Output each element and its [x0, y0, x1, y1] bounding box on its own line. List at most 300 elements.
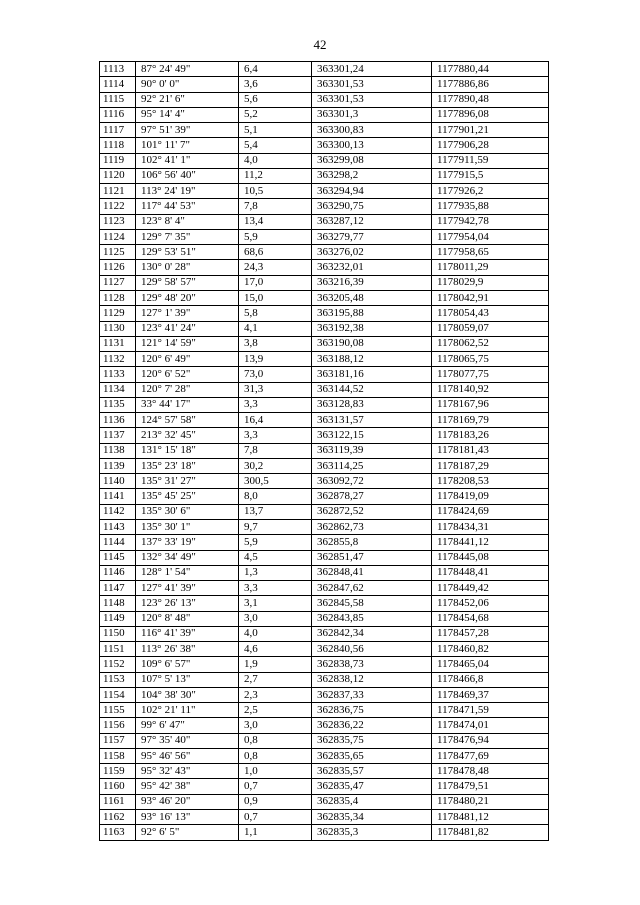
- angle-cell: 109° 6' 57": [136, 657, 239, 672]
- angle-cell: 113° 24' 19": [136, 184, 239, 199]
- distance-cell: 31,3: [239, 382, 312, 397]
- y-coordinate-cell: 1178448,41: [432, 565, 549, 580]
- angle-cell: 101° 11' 7": [136, 138, 239, 153]
- x-coordinate-cell: 362836,22: [312, 718, 432, 733]
- table-row: [100, 748, 549, 763]
- point-number-cell: 1115: [100, 92, 136, 107]
- y-coordinate-cell: 1177935,88: [432, 199, 549, 214]
- distance-cell: 4,5: [239, 550, 312, 565]
- y-coordinate-cell: 1178445,08: [432, 550, 549, 565]
- distance-cell: 0,8: [239, 748, 312, 763]
- x-coordinate-cell: 362840,56: [312, 642, 432, 657]
- x-coordinate-cell: 363131,57: [312, 413, 432, 428]
- x-coordinate-cell: 363192,38: [312, 321, 432, 336]
- x-coordinate-cell: 363301,53: [312, 92, 432, 107]
- point-number-cell: 1154: [100, 687, 136, 702]
- y-coordinate-cell: 1178480,21: [432, 794, 549, 809]
- point-number-cell: 1160: [100, 779, 136, 794]
- angle-cell: 123° 8' 4": [136, 214, 239, 229]
- x-coordinate-cell: 362878,27: [312, 489, 432, 504]
- point-number-cell: 1131: [100, 336, 136, 351]
- point-number-cell: 1118: [100, 138, 136, 153]
- distance-cell: 16,4: [239, 413, 312, 428]
- point-number-cell: 1123: [100, 214, 136, 229]
- table-row: [100, 565, 549, 580]
- point-number-cell: 1139: [100, 458, 136, 473]
- y-coordinate-cell: 1178054,43: [432, 306, 549, 321]
- y-coordinate-cell: 1178476,94: [432, 733, 549, 748]
- x-coordinate-cell: 362835,75: [312, 733, 432, 748]
- distance-cell: 4,6: [239, 642, 312, 657]
- table-row: [100, 810, 549, 825]
- point-number-cell: 1120: [100, 168, 136, 183]
- table-row: [100, 367, 549, 382]
- x-coordinate-cell: 363279,77: [312, 229, 432, 244]
- point-number-cell: 1116: [100, 107, 136, 122]
- table-row: [100, 168, 549, 183]
- point-number-cell: 1133: [100, 367, 136, 382]
- point-number-cell: 1119: [100, 153, 136, 168]
- point-number-cell: 1142: [100, 504, 136, 519]
- table-row: [100, 581, 549, 596]
- point-number-cell: 1126: [100, 260, 136, 275]
- y-coordinate-cell: 1178065,75: [432, 352, 549, 367]
- y-coordinate-cell: 1177886,86: [432, 77, 549, 92]
- table-row: [100, 779, 549, 794]
- y-coordinate-cell: 1178167,96: [432, 397, 549, 412]
- angle-cell: 120° 8' 48": [136, 611, 239, 626]
- distance-cell: 3,0: [239, 611, 312, 626]
- distance-cell: 5,2: [239, 107, 312, 122]
- table-row: [100, 458, 549, 473]
- x-coordinate-cell: 363119,39: [312, 443, 432, 458]
- table-row: [100, 718, 549, 733]
- x-coordinate-cell: 363092,72: [312, 474, 432, 489]
- table-row: [100, 657, 549, 672]
- angle-cell: 120° 6' 49": [136, 352, 239, 367]
- y-coordinate-cell: 1177890,48: [432, 92, 549, 107]
- angle-cell: 102° 41' 1": [136, 153, 239, 168]
- x-coordinate-cell: 362845,58: [312, 596, 432, 611]
- angle-cell: 95° 42' 38": [136, 779, 239, 794]
- distance-cell: 4,1: [239, 321, 312, 336]
- point-number-cell: 1159: [100, 764, 136, 779]
- table-row: [100, 321, 549, 336]
- y-coordinate-cell: 1178441,12: [432, 535, 549, 550]
- angle-cell: 121° 14' 59": [136, 336, 239, 351]
- point-number-cell: 1155: [100, 703, 136, 718]
- distance-cell: 68,6: [239, 245, 312, 260]
- angle-cell: 128° 1' 54": [136, 565, 239, 580]
- table-row: [100, 794, 549, 809]
- table-row: [100, 92, 549, 107]
- distance-cell: 11,2: [239, 168, 312, 183]
- angle-cell: 90° 0' 0": [136, 77, 239, 92]
- x-coordinate-cell: 363190,08: [312, 336, 432, 351]
- distance-cell: 2,3: [239, 687, 312, 702]
- table-row: [100, 596, 549, 611]
- y-coordinate-cell: 1177954,04: [432, 229, 549, 244]
- table-row: [100, 138, 549, 153]
- point-number-cell: 1121: [100, 184, 136, 199]
- table-row: [100, 260, 549, 275]
- y-coordinate-cell: 1177906,28: [432, 138, 549, 153]
- coordinates-table: [99, 61, 549, 841]
- x-coordinate-cell: 363144,52: [312, 382, 432, 397]
- y-coordinate-cell: 1178029,9: [432, 275, 549, 290]
- x-coordinate-cell: 362872,52: [312, 504, 432, 519]
- distance-cell: 2,5: [239, 703, 312, 718]
- angle-cell: 123° 41' 24": [136, 321, 239, 336]
- page-number: 42: [313, 37, 327, 52]
- x-coordinate-cell: 363195,88: [312, 306, 432, 321]
- angle-cell: 135° 30' 1": [136, 519, 239, 534]
- distance-cell: 5,1: [239, 123, 312, 138]
- angle-cell: 87° 24' 49": [136, 62, 239, 77]
- angle-cell: 106° 56' 40": [136, 168, 239, 183]
- x-coordinate-cell: 362843,85: [312, 611, 432, 626]
- x-coordinate-cell: 363300,83: [312, 123, 432, 138]
- x-coordinate-cell: 362836,75: [312, 703, 432, 718]
- point-number-cell: 1125: [100, 245, 136, 260]
- table-row: [100, 550, 549, 565]
- point-number-cell: 1158: [100, 748, 136, 763]
- table-row: [100, 504, 549, 519]
- distance-cell: 24,3: [239, 260, 312, 275]
- y-coordinate-cell: 1178465,04: [432, 657, 549, 672]
- distance-cell: 13,4: [239, 214, 312, 229]
- angle-cell: 129° 7' 35": [136, 229, 239, 244]
- y-coordinate-cell: 1178460,82: [432, 642, 549, 657]
- table-row: [100, 428, 549, 443]
- table-row: [100, 489, 549, 504]
- point-number-cell: 1138: [100, 443, 136, 458]
- point-number-cell: 1135: [100, 397, 136, 412]
- angle-cell: 107° 5' 13": [136, 672, 239, 687]
- x-coordinate-cell: 363294,94: [312, 184, 432, 199]
- y-coordinate-cell: 1178477,69: [432, 748, 549, 763]
- point-number-cell: 1134: [100, 382, 136, 397]
- distance-cell: 1,0: [239, 764, 312, 779]
- y-coordinate-cell: 1177896,08: [432, 107, 549, 122]
- y-coordinate-cell: 1178424,69: [432, 504, 549, 519]
- point-number-cell: 1113: [100, 62, 136, 77]
- table-row: [100, 153, 549, 168]
- point-number-cell: 1130: [100, 321, 136, 336]
- x-coordinate-cell: 363276,02: [312, 245, 432, 260]
- table-row: [100, 382, 549, 397]
- angle-cell: 102° 21' 11": [136, 703, 239, 718]
- point-number-cell: 1157: [100, 733, 136, 748]
- x-coordinate-cell: 362848,41: [312, 565, 432, 580]
- angle-cell: 99° 6' 47": [136, 718, 239, 733]
- angle-cell: 135° 45' 25": [136, 489, 239, 504]
- point-number-cell: 1144: [100, 535, 136, 550]
- x-coordinate-cell: 363299,08: [312, 153, 432, 168]
- point-number-cell: 1141: [100, 489, 136, 504]
- distance-cell: 9,7: [239, 519, 312, 534]
- y-coordinate-cell: 1177942,78: [432, 214, 549, 229]
- table-row: [100, 626, 549, 641]
- distance-cell: 2,7: [239, 672, 312, 687]
- angle-cell: 33° 44' 17": [136, 397, 239, 412]
- y-coordinate-cell: 1178454,68: [432, 611, 549, 626]
- distance-cell: 17,0: [239, 275, 312, 290]
- table-row: [100, 184, 549, 199]
- distance-cell: 15,0: [239, 290, 312, 305]
- distance-cell: 300,5: [239, 474, 312, 489]
- x-coordinate-cell: 362837,33: [312, 687, 432, 702]
- x-coordinate-cell: 363287,12: [312, 214, 432, 229]
- point-number-cell: 1163: [100, 825, 136, 840]
- point-number-cell: 1149: [100, 611, 136, 626]
- y-coordinate-cell: 1177958,65: [432, 245, 549, 260]
- distance-cell: 30,2: [239, 458, 312, 473]
- distance-cell: 5,8: [239, 306, 312, 321]
- table-row: [100, 77, 549, 92]
- distance-cell: 1,1: [239, 825, 312, 840]
- point-number-cell: 1124: [100, 229, 136, 244]
- angle-cell: 137° 33' 19": [136, 535, 239, 550]
- point-number-cell: 1156: [100, 718, 136, 733]
- y-coordinate-cell: 1178481,12: [432, 810, 549, 825]
- angle-cell: 120° 7' 28": [136, 382, 239, 397]
- distance-cell: 0,8: [239, 733, 312, 748]
- angle-cell: 130° 0' 28": [136, 260, 239, 275]
- table-row: [100, 229, 549, 244]
- point-number-cell: 1150: [100, 626, 136, 641]
- angle-cell: 93° 46' 20": [136, 794, 239, 809]
- coordinates-table-body: [100, 62, 549, 841]
- x-coordinate-cell: 363181,16: [312, 367, 432, 382]
- table-row: [100, 275, 549, 290]
- x-coordinate-cell: 363122,15: [312, 428, 432, 443]
- angle-cell: 97° 35' 40": [136, 733, 239, 748]
- angle-cell: 129° 48' 20": [136, 290, 239, 305]
- angle-cell: 129° 58' 57": [136, 275, 239, 290]
- table-row: [100, 199, 549, 214]
- angle-cell: 95° 32' 43": [136, 764, 239, 779]
- angle-cell: 117° 44' 53": [136, 199, 239, 214]
- angle-cell: 124° 57' 58": [136, 413, 239, 428]
- x-coordinate-cell: 362842,34: [312, 626, 432, 641]
- y-coordinate-cell: 1178466,8: [432, 672, 549, 687]
- angle-cell: 131° 15' 18": [136, 443, 239, 458]
- table-row: [100, 733, 549, 748]
- y-coordinate-cell: 1178481,82: [432, 825, 549, 840]
- x-coordinate-cell: 362862,73: [312, 519, 432, 534]
- angle-cell: 95° 14' 4": [136, 107, 239, 122]
- point-number-cell: 1146: [100, 565, 136, 580]
- y-coordinate-cell: 1178077,75: [432, 367, 549, 382]
- distance-cell: 3,3: [239, 428, 312, 443]
- table-row: [100, 703, 549, 718]
- angle-cell: 97° 51' 39": [136, 123, 239, 138]
- angle-cell: 135° 30' 6": [136, 504, 239, 519]
- y-coordinate-cell: 1178042,91: [432, 290, 549, 305]
- table-row: [100, 519, 549, 534]
- angle-cell: 127° 41' 39": [136, 581, 239, 596]
- distance-cell: 5,9: [239, 229, 312, 244]
- distance-cell: 5,4: [239, 138, 312, 153]
- y-coordinate-cell: 1177911,59: [432, 153, 549, 168]
- table-row: [100, 245, 549, 260]
- distance-cell: 1,9: [239, 657, 312, 672]
- x-coordinate-cell: 363301,53: [312, 77, 432, 92]
- table-row: [100, 825, 549, 840]
- angle-cell: 129° 53' 51": [136, 245, 239, 260]
- point-number-cell: 1132: [100, 352, 136, 367]
- distance-cell: 0,9: [239, 794, 312, 809]
- x-coordinate-cell: 362835,4: [312, 794, 432, 809]
- distance-cell: 73,0: [239, 367, 312, 382]
- distance-cell: 3,6: [239, 77, 312, 92]
- point-number-cell: 1151: [100, 642, 136, 657]
- distance-cell: 1,3: [239, 565, 312, 580]
- y-coordinate-cell: 1178183,26: [432, 428, 549, 443]
- table-row: [100, 397, 549, 412]
- table-row: [100, 413, 549, 428]
- point-number-cell: 1140: [100, 474, 136, 489]
- x-coordinate-cell: 362847,62: [312, 581, 432, 596]
- table-row: [100, 306, 549, 321]
- y-coordinate-cell: 1178169,79: [432, 413, 549, 428]
- y-coordinate-cell: 1178469,37: [432, 687, 549, 702]
- distance-cell: 5,6: [239, 92, 312, 107]
- y-coordinate-cell: 1178419,09: [432, 489, 549, 504]
- distance-cell: 3,0: [239, 718, 312, 733]
- point-number-cell: 1153: [100, 672, 136, 687]
- x-coordinate-cell: 363188,12: [312, 352, 432, 367]
- x-coordinate-cell: 363232,01: [312, 260, 432, 275]
- table-row: [100, 123, 549, 138]
- table-row: [100, 687, 549, 702]
- x-coordinate-cell: 362855,8: [312, 535, 432, 550]
- x-coordinate-cell: 362835,47: [312, 779, 432, 794]
- point-number-cell: 1145: [100, 550, 136, 565]
- angle-cell: 127° 1' 39": [136, 306, 239, 321]
- distance-cell: 3,8: [239, 336, 312, 351]
- table-row: [100, 672, 549, 687]
- angle-cell: 92° 21' 6": [136, 92, 239, 107]
- table-row: [100, 352, 549, 367]
- table-row: [100, 764, 549, 779]
- table-row: [100, 642, 549, 657]
- distance-cell: 8,0: [239, 489, 312, 504]
- table-row: [100, 290, 549, 305]
- distance-cell: 3,3: [239, 397, 312, 412]
- angle-cell: 92° 6' 5": [136, 825, 239, 840]
- point-number-cell: 1143: [100, 519, 136, 534]
- angle-cell: 213° 32' 45": [136, 428, 239, 443]
- table-row: [100, 611, 549, 626]
- point-number-cell: 1117: [100, 123, 136, 138]
- point-number-cell: 1148: [100, 596, 136, 611]
- distance-cell: 4,0: [239, 153, 312, 168]
- y-coordinate-cell: 1178208,53: [432, 474, 549, 489]
- point-number-cell: 1137: [100, 428, 136, 443]
- y-coordinate-cell: 1178181,43: [432, 443, 549, 458]
- angle-cell: 132° 34' 49": [136, 550, 239, 565]
- distance-cell: 3,1: [239, 596, 312, 611]
- distance-cell: 4,0: [239, 626, 312, 641]
- x-coordinate-cell: 363128,83: [312, 397, 432, 412]
- y-coordinate-cell: 1178062,52: [432, 336, 549, 351]
- x-coordinate-cell: 363301,24: [312, 62, 432, 77]
- point-number-cell: 1122: [100, 199, 136, 214]
- point-number-cell: 1128: [100, 290, 136, 305]
- y-coordinate-cell: 1178457,28: [432, 626, 549, 641]
- x-coordinate-cell: 363205,48: [312, 290, 432, 305]
- x-coordinate-cell: 362838,73: [312, 657, 432, 672]
- y-coordinate-cell: 1177880,44: [432, 62, 549, 77]
- x-coordinate-cell: 363298,2: [312, 168, 432, 183]
- x-coordinate-cell: 363290,75: [312, 199, 432, 214]
- point-number-cell: 1136: [100, 413, 136, 428]
- x-coordinate-cell: 363301,3: [312, 107, 432, 122]
- x-coordinate-cell: 363300,13: [312, 138, 432, 153]
- y-coordinate-cell: 1178471,59: [432, 703, 549, 718]
- distance-cell: 13,7: [239, 504, 312, 519]
- point-number-cell: 1127: [100, 275, 136, 290]
- x-coordinate-cell: 362838,12: [312, 672, 432, 687]
- distance-cell: 5,9: [239, 535, 312, 550]
- y-coordinate-cell: 1178434,31: [432, 519, 549, 534]
- y-coordinate-cell: 1178140,92: [432, 382, 549, 397]
- table-row: [100, 62, 549, 77]
- angle-cell: 113° 26' 38": [136, 642, 239, 657]
- y-coordinate-cell: 1177915,5: [432, 168, 549, 183]
- y-coordinate-cell: 1177926,2: [432, 184, 549, 199]
- angle-cell: 123° 26' 13": [136, 596, 239, 611]
- point-number-cell: 1162: [100, 810, 136, 825]
- angle-cell: 135° 23' 18": [136, 458, 239, 473]
- point-number-cell: 1161: [100, 794, 136, 809]
- x-coordinate-cell: 362851,47: [312, 550, 432, 565]
- point-number-cell: 1147: [100, 581, 136, 596]
- x-coordinate-cell: 363216,39: [312, 275, 432, 290]
- x-coordinate-cell: 362835,34: [312, 810, 432, 825]
- distance-cell: 0,7: [239, 779, 312, 794]
- point-number-cell: 1129: [100, 306, 136, 321]
- table-row: [100, 336, 549, 351]
- x-coordinate-cell: 363114,25: [312, 458, 432, 473]
- x-coordinate-cell: 362835,57: [312, 764, 432, 779]
- angle-cell: 104° 38' 30": [136, 687, 239, 702]
- x-coordinate-cell: 362835,3: [312, 825, 432, 840]
- y-coordinate-cell: 1177901,21: [432, 123, 549, 138]
- table-row: [100, 107, 549, 122]
- table-row: [100, 443, 549, 458]
- angle-cell: 95° 46' 56": [136, 748, 239, 763]
- angle-cell: 116° 41' 39": [136, 626, 239, 641]
- table-row: [100, 474, 549, 489]
- distance-cell: 3,3: [239, 581, 312, 596]
- point-number-cell: 1114: [100, 77, 136, 92]
- x-coordinate-cell: 362835,65: [312, 748, 432, 763]
- y-coordinate-cell: 1178059,07: [432, 321, 549, 336]
- distance-cell: 7,8: [239, 199, 312, 214]
- y-coordinate-cell: 1178478,48: [432, 764, 549, 779]
- y-coordinate-cell: 1178452,06: [432, 596, 549, 611]
- point-number-cell: 1152: [100, 657, 136, 672]
- table-row: [100, 214, 549, 229]
- distance-cell: 0,7: [239, 810, 312, 825]
- distance-cell: 10,5: [239, 184, 312, 199]
- distance-cell: 13,9: [239, 352, 312, 367]
- table-row: [100, 535, 549, 550]
- distance-cell: 6,4: [239, 62, 312, 77]
